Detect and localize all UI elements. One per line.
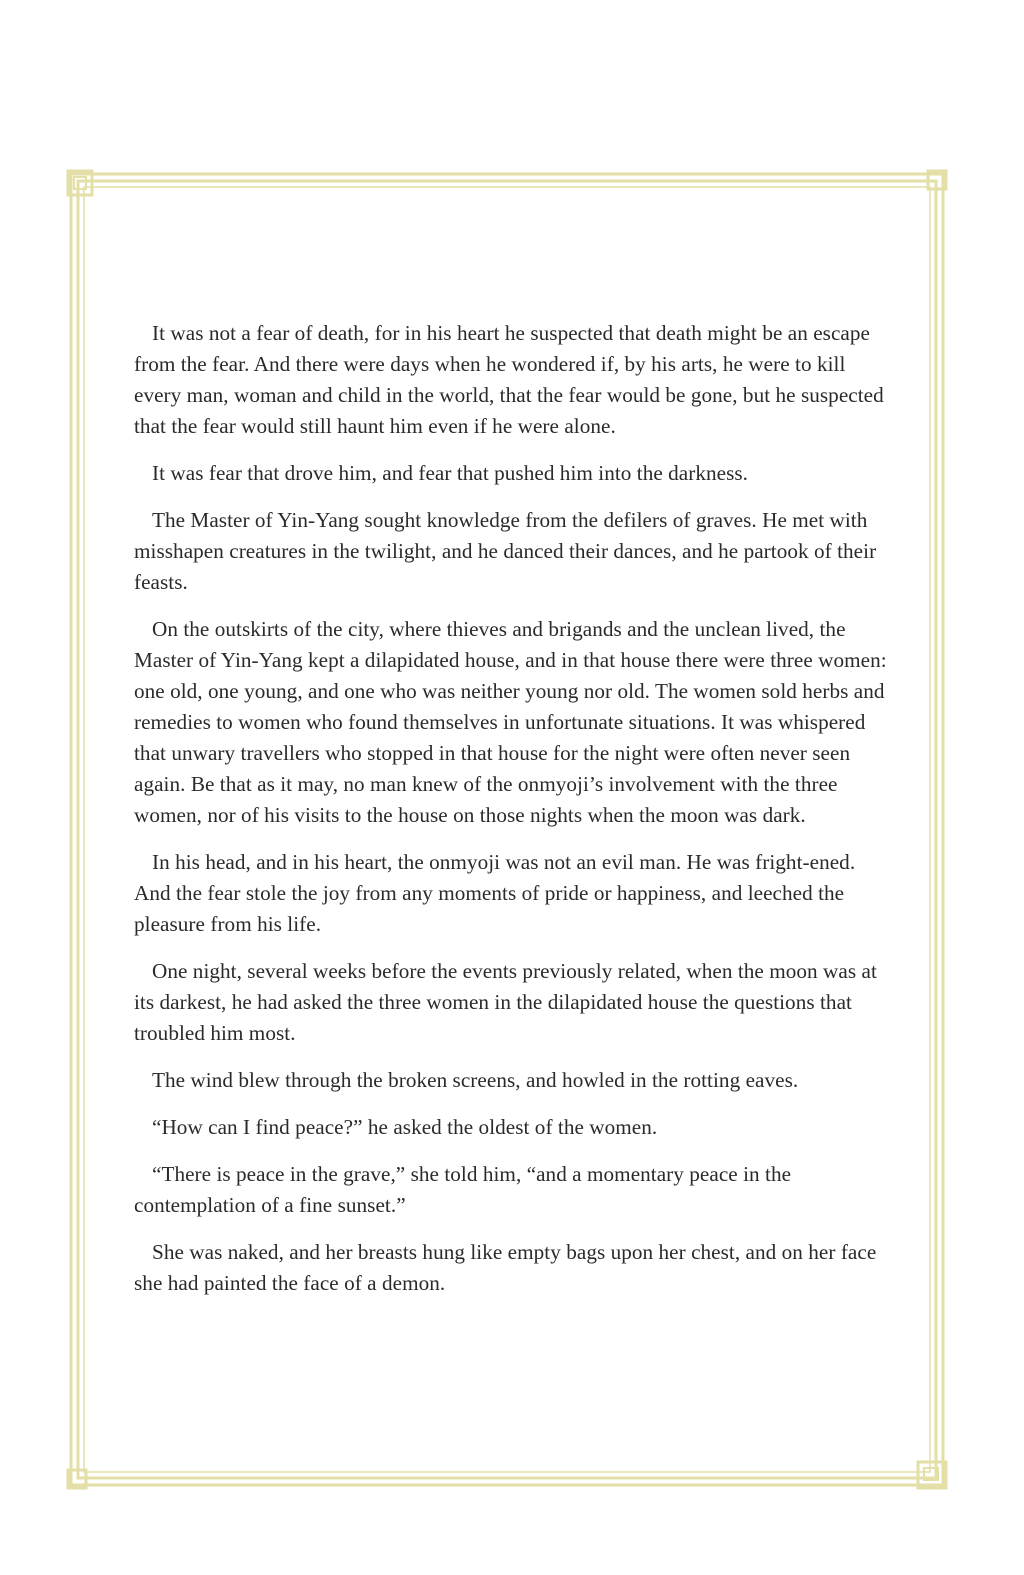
paragraph: “How can I find peace?” he asked the oldest of the women. xyxy=(152,1115,658,1139)
corner-ornament-top-left xyxy=(68,171,92,195)
paragraph: She was naked, and her breasts hung like empty bags upon her chest, and on her face she had painted the face of a demon. xyxy=(134,1240,877,1295)
paragraph: On the outskirts of the city, where thieves and brigands and the unclean lived, the Master of Yin-Yang kept a dilapidated house, and in that house there were three women: one old, one young, and one who was neither young nor old. The women sold herbs and remedies to women who found themselves in unfortunate situations. It was whispered that unwary travellers who stopped in that house for the night were often never seen again. Be that as it may, no man knew of the onmyoji’s involvement with the three women, nor of his visits to the house on those nights when the moon was dark. xyxy=(134,617,887,827)
paragraph: One night, several weeks before the events previously related, when the moon was at its darkest, he had asked the three women in the dilapidated house the questions that troubled him most. xyxy=(134,959,877,1045)
paragraph: It was fear that drove him, and fear that pushed him into the darkness. xyxy=(152,461,749,485)
paragraph: In his head, and in his heart, the onmyoji was not an evil man. He was fright-ened. And the fear stole the joy from any moments of pride or happiness, and leeched the pleasure from his life. xyxy=(134,850,856,936)
corner-ornament-bottom-right xyxy=(918,1462,946,1488)
paragraph: The wind blew through the broken screens, and howled in the rotting eaves. xyxy=(152,1068,799,1092)
corner-ornament-top-right xyxy=(928,171,946,189)
corner-ornament-bottom-left xyxy=(68,1470,86,1488)
page-body-text xyxy=(134,318,894,1315)
paragraph: “There is peace in the grave,” she told him, “and a momentary peace in the contemplation of a fine sunset.” xyxy=(134,1162,792,1217)
paragraph: It was not a fear of death, for in his heart he suspected that death might be an escape from the fear. And there were days when he wondered if, by his arts, he were to kill every man, woman and child in the world, that the fear would be gone, but he suspected that the fear would still haunt him even if he were alone. xyxy=(134,321,884,438)
paragraph: The Master of Yin-Yang sought knowledge from the defilers of graves. He met with misshapen creatures in the twilight, and he danced their dances, and he partook of their feasts. xyxy=(134,508,877,594)
